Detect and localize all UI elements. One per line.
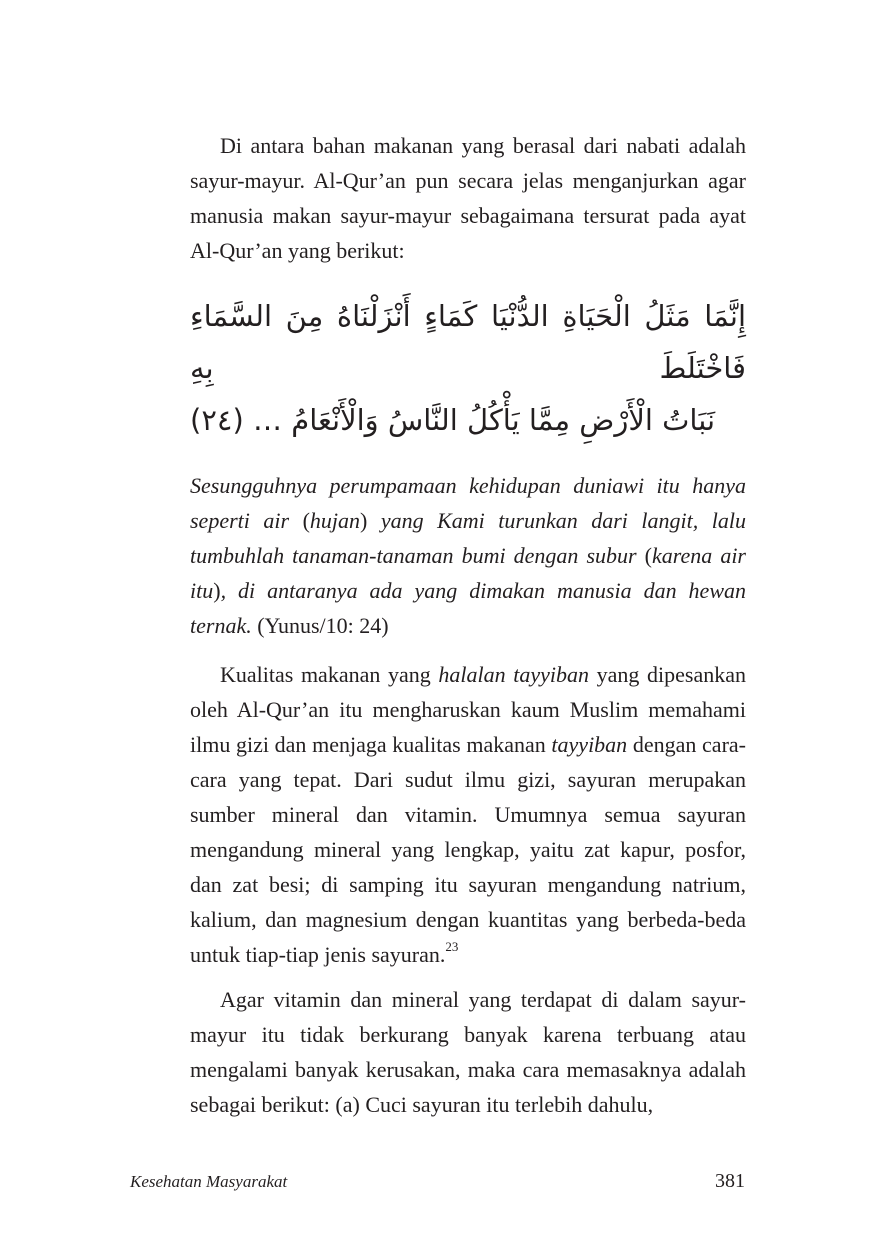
nutrition-text-e: dengan cara-cara yang tepat. Dari sudut ilmu gizi, sayuran merupakan sumber mineral dan vitamin. Umumnya semua sayuran mengandung mineral yang lengkap, yaitu zat kapur, posfor, dan zat besi; di samping itu sayuran mengandung natrium, kalium, dan magnesium dengan kuantitas yang berbeda-beda untuk tiap-tiap jenis sayuran. [190,732,746,967]
quran-verse [190,290,746,446]
verse-translation [190,468,746,643]
nutrition-text-a: Kualitas makanan yang [220,662,439,687]
paragraph-intro: Di antara bahan makanan yang berasal dari nabati adalah sayur-mayur. Al-Qur’an pun secara jelas menganjurkan agar manusia makan sayur-mayur sebagaimana tersurat pada ayat Al-Qur’an yang berikut: [190,133,746,263]
verse-citation: (Yunus/10: 24) [251,613,389,638]
translation-part-hujan: hujan [309,508,361,533]
translation-part-1: Sesungguhnya perumpamaan kehidupan duniawi itu hanya seperti air [190,473,746,533]
translation-paren-close-2: ) [213,578,221,603]
term-halalan-tayyiban: halalan tayyiban [438,662,589,687]
translation-part-karena: karena air itu [190,543,746,603]
page-footer [130,1172,745,1198]
page-number: 381 [715,1170,745,1192]
translation-part-2: yang Kami turunkan dari langit, lalu tumbuhlah tanaman-tanaman bumi dengan subur [190,508,746,568]
running-title: Kesehatan Masyarakat [130,1172,288,1191]
paragraph-cooking: Agar vitamin dan mineral yang terdapat di dalam sayur-mayur itu tidak berkurang banyak karena terbuang atau mengalami banyak kerusakan, maka cara memasaknya adalah sebagai berikut: (a) Cuci sayuran itu terlebih dahulu, [190,987,746,1117]
translation-part-3: , di antaranya ada yang dimakan manusia dan hewan ternak. [190,578,746,638]
body-text [190,128,746,1122]
quran-verse-line-2: نَبَاتُ الْأَرْضِ مِمَّا يَأْكُلُ النَّاسُ وَالْأَنْعَامُ … (٢٤) [190,403,716,437]
translation-paren-close-1: ) [360,508,368,533]
translation-paren-open-1: ( [302,508,310,533]
quran-verse-line-1: إِنَّمَا مَثَلُ الْحَيَاةِ الدُّنْيَا كَمَاءٍ أَنْزَلْنَاهُ مِنَ السَّمَاءِ فَاخْتَلَطَ بِهِ [190,299,746,385]
nutrition-text-c: yang dipesankan oleh Al-Qur’an itu mengharuskan kaum Muslim memahami ilmu gizi dan menjaga kualitas makanan [190,662,746,757]
footnote-marker[interactable]: 23 [445,939,459,954]
term-tayyiban: tayyiban [551,732,628,757]
paragraph-nutrition [190,657,746,972]
translation-paren-open-2: ( [644,543,652,568]
